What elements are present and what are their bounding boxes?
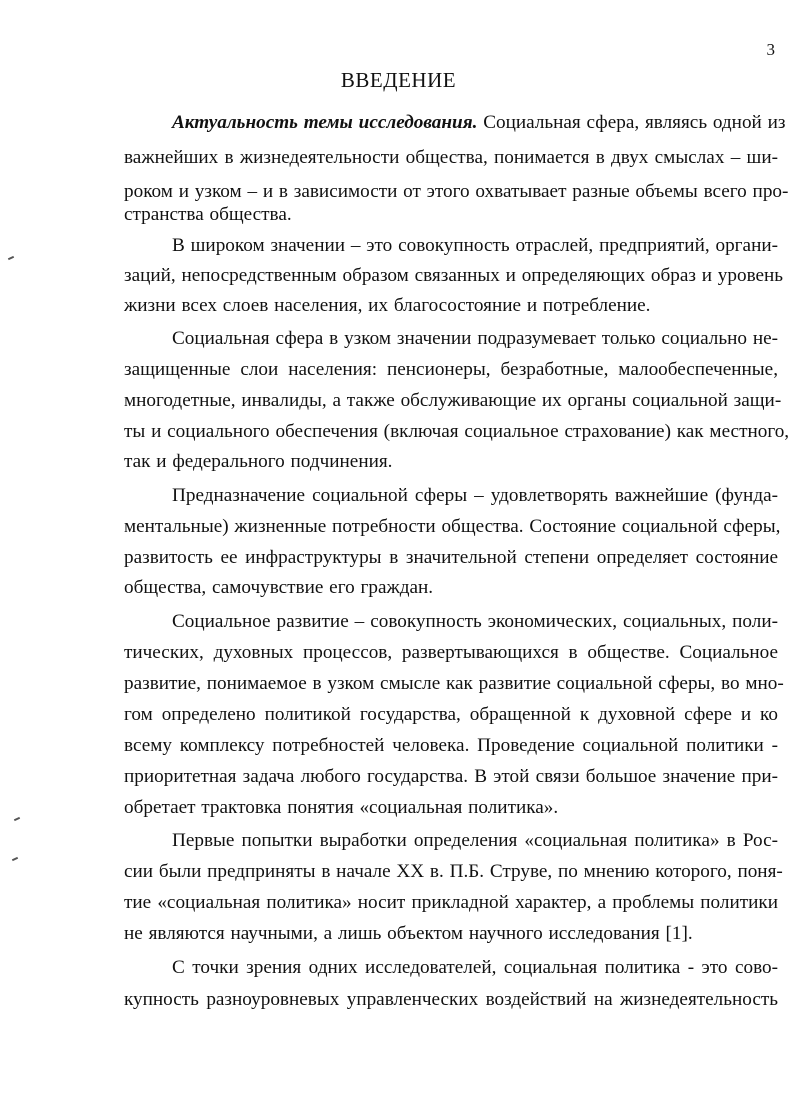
paragraph-lead: Актуальность темы исследования. [172, 112, 478, 133]
page-title: ВВЕДЕНИЕ [340, 68, 457, 92]
paragraph-line: не являются научными, а лишь объектом научного исследования [1]. [124, 923, 693, 944]
paragraph-line: гом определено политикой государства, обращенной к духовной сфере и ко [124, 704, 778, 725]
scan-mark [8, 256, 14, 260]
paragraph-line: купность разноуровневых управленческих воздействий на жизнедеятельность [124, 989, 778, 1010]
paragraph-line: С точки зрения одних исследователей, социальная политика - это сово- [172, 957, 778, 978]
paragraph-line: защищенные слои населения: пенсионеры, безработные, малообеспеченные, [124, 359, 778, 380]
paragraph-line: приоритетная задача любого государства. В этой связи большое значение при- [124, 766, 778, 787]
paragraph-line: Актуальность темы исследования. Социальная сфера, являясь одной из [172, 112, 786, 133]
paragraph-line: развитие, понимаемое в узком смысле как развитие социальной сферы, во мно- [124, 673, 784, 694]
scan-mark [12, 857, 18, 861]
paragraph-line: так и федерального подчинения. [124, 451, 393, 472]
paragraph-line: В широком значении – это совокупность отраслей, предприятий, органи- [172, 235, 778, 256]
paragraph-line: заций, непосредственным образом связанных и определяющих образ и уровень [124, 265, 784, 286]
page-number: 3 [766, 40, 775, 59]
paragraph-line: важнейших в жизнедеятельности общества, понимается в двух смыслах – ши- [124, 147, 778, 168]
paragraph-line: Социальное развитие – совокупность экономических, социальных, поли- [172, 611, 778, 632]
scan-mark [14, 817, 20, 821]
paragraph-line: роком и узком – и в зависимости от этого охватывает разные объемы всего про- [124, 181, 789, 202]
paragraph-line: ментальные) жизненные потребности общества. Состояние социальной сферы, [124, 516, 781, 537]
paragraph-line: Первые попытки выработки определения «социальная политика» в Рос- [172, 830, 778, 851]
paragraph-line: общества, самочувствие его граждан. [124, 577, 434, 598]
paragraph-line: странства общества. [124, 204, 292, 225]
paragraph-line: тических, духовных процессов, развертывающихся в обществе. Социальное [124, 642, 778, 663]
paragraph-line: ты и социального обеспечения (включая социальное страхование) как местного, [124, 421, 790, 442]
paragraph-line: многодетные, инвалиды, а также обслуживающие их органы социальной защи- [124, 390, 782, 411]
paragraph-line: развитость ее инфраструктуры в значительной степени определяет состояние [124, 547, 778, 568]
paragraph-line: сии были предприняты в начале XX в. П.Б. Струве, по мнению которого, поня- [124, 861, 783, 882]
paragraph-line: тие «социальная политика» носит прикладной характер, а проблемы политики [124, 892, 778, 913]
paragraph-line: Социальная сфера в узком значении подразумевает только социально не- [172, 328, 778, 349]
paragraph-line: всему комплексу потребностей человека. Проведение социальной политики - [124, 735, 778, 756]
paragraph-line: Предназначение социальной сферы – удовлетворять важнейшие (фунда- [172, 485, 778, 506]
paragraph-line: обретает трактовка понятия «социальная политика». [124, 797, 559, 818]
paragraph-line: жизни всех слоев населения, их благосостояние и потребление. [124, 295, 651, 316]
